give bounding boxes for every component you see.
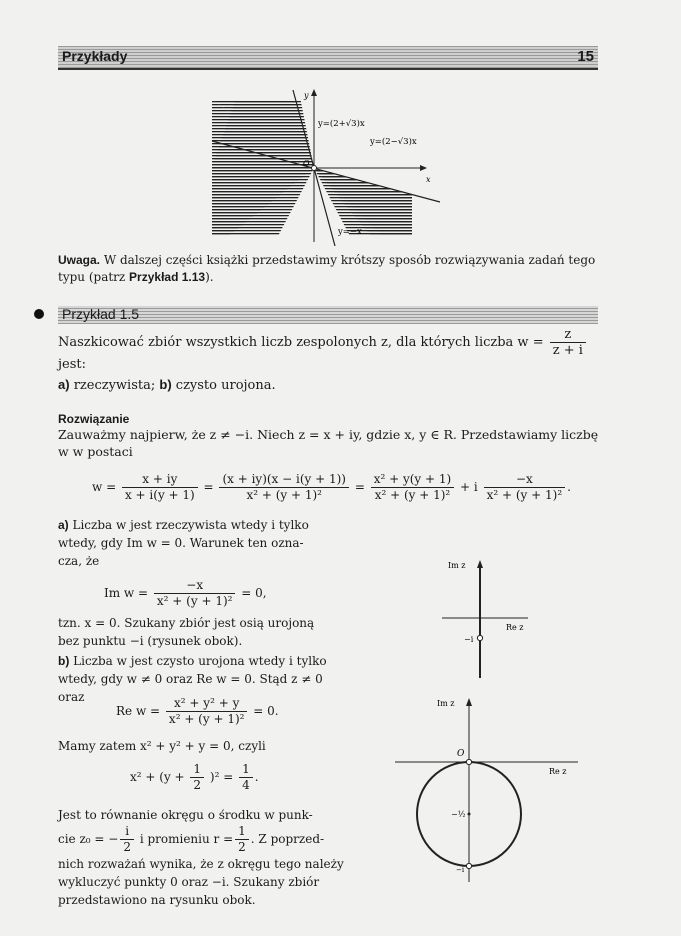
solution-intro2: w w postaci <box>58 444 133 459</box>
eq-plus-i: + i <box>460 480 478 494</box>
main-equation <box>92 472 571 503</box>
note-ref: Przykład 1.13 <box>129 270 206 284</box>
f2-den: 2 <box>123 840 131 854</box>
frac-den: z + i <box>552 343 583 358</box>
circ-mid: )² = <box>209 770 234 784</box>
problem-fraction <box>550 327 586 358</box>
note-text2: ). <box>205 270 214 284</box>
part-a-l3: cza, że <box>58 554 100 568</box>
part-b-l3: oraz <box>58 690 85 704</box>
solution-heading: Rozwiązanie <box>58 412 130 426</box>
part-a-eq-num: −x <box>154 578 236 594</box>
part-b-eq-rhs: = 0. <box>253 704 279 718</box>
part-b-line1 <box>58 652 348 670</box>
eq-f4-num: −x <box>484 472 566 488</box>
eq-f1-den: x + i(y + 1) <box>124 488 195 502</box>
fig1-x-label: x <box>426 175 431 184</box>
part-a-l2: wtedy, gdy Im w = 0. Warunek ten ozna- <box>58 536 304 550</box>
part-a-eq-rhs: = 0, <box>241 586 267 600</box>
f2-num2: 1 <box>235 824 249 840</box>
eq-f2-num: (x + iy)(x − i(y + 1)) <box>219 472 349 488</box>
note-paragraph <box>58 252 600 286</box>
problem-statement <box>58 327 603 358</box>
circ-half <box>190 762 204 793</box>
part-a-label: a) <box>58 377 70 392</box>
eq-lhs: w = <box>92 480 117 494</box>
eq-f4-den: x² + (y + 1)² <box>486 488 563 502</box>
part-a-eq-lhs: Im w = <box>104 586 149 600</box>
circ-q-num: 1 <box>239 762 253 778</box>
f2-num: i <box>120 824 134 840</box>
eq-f2-den: x² + (y + 1)² <box>246 488 322 502</box>
circ-q-den: 4 <box>242 778 250 792</box>
fig2-point-label: −i <box>464 635 474 644</box>
circle-equation <box>130 762 259 793</box>
f2b: i promieniu r = <box>136 832 234 846</box>
fig3-im-label: Im z <box>437 699 455 708</box>
circ-lhs: x² + (y + <box>130 770 185 784</box>
part-a-text: rzeczywista; <box>69 378 160 393</box>
part-a-conclusion <box>58 614 348 650</box>
figure-imaginary-axis <box>440 558 540 683</box>
part-b-f2 <box>58 824 348 855</box>
fig3-re-label: Re z <box>549 767 567 776</box>
fig2-re-label: Re z <box>506 623 524 632</box>
part-b-text: czysto urojona. <box>171 378 276 393</box>
part-a-eq-frac <box>154 578 236 609</box>
bullet-icon <box>34 309 44 319</box>
example-label: Przykład 1.5 <box>62 306 140 322</box>
fig1-y-label: y <box>304 91 309 100</box>
part-b-eq-den: x² + (y + 1)² <box>168 712 245 726</box>
part-a-eq-den: x² + (y + 1)² <box>156 594 233 608</box>
part-b-f3: nich rozważań wynika, że z okręgu tego należy <box>58 857 344 871</box>
eq-frac3 <box>371 472 455 503</box>
part-a-l1: Liczba w jest rzeczywista wtedy i tylko <box>68 518 309 532</box>
part-b-f5: przedstawiono na rysunku obok. <box>58 893 256 907</box>
fig3-center-label: −½ <box>451 810 466 819</box>
problem-parts <box>58 376 276 395</box>
part-b-bold: b) <box>58 654 70 668</box>
eq-sign2: = <box>354 480 365 494</box>
eq-end: . <box>567 480 571 494</box>
frac-num: z <box>550 327 586 343</box>
f2-frac2 <box>235 824 249 855</box>
problem-line2: jest: <box>58 357 86 372</box>
figure-hatched-regions <box>200 86 460 246</box>
circ-half-den: 2 <box>193 778 202 792</box>
part-a-block <box>58 516 348 570</box>
eq-f1-num: x + iy <box>122 472 198 488</box>
part-b-eq-num: x² + y² + y <box>166 696 248 712</box>
part-b-l2: wtedy, gdy w ≠ 0 oraz Re w = 0. Stąd z ≠ 0 <box>58 672 323 686</box>
page-number: 15 <box>577 48 594 65</box>
circ-half-num: 1 <box>190 762 204 778</box>
fig1-origin: O <box>303 159 310 168</box>
part-a-bold: a) <box>58 518 69 532</box>
circ-end: . <box>254 770 259 784</box>
note-text1: W dalszej części książki przedstawimy krótszy sposób rozwiązywania zadań tego typu (patrz <box>58 253 596 284</box>
example-header <box>58 306 598 324</box>
note-label: Uwaga. <box>58 253 101 267</box>
part-b-final <box>58 806 348 909</box>
eq-f3-den: x² + (y + 1)² <box>374 488 451 502</box>
part-a-line1 <box>58 516 348 534</box>
part-b-eq-frac <box>166 696 248 727</box>
eq-frac1 <box>122 472 198 503</box>
page-header <box>58 46 598 70</box>
f2c: . Z poprzed- <box>250 832 325 846</box>
eq-f3-num: x² + y(y + 1) <box>371 472 455 488</box>
part-b-m1: Mamy zatem x² + y² + y = 0, czyli <box>58 739 266 753</box>
part-b-eq-lhs: Re w = <box>116 704 161 718</box>
fig1-line3-label: y=−x <box>338 227 362 237</box>
part-b-l1: Liczba w jest czysto urojona wtedy i tylko <box>69 654 327 668</box>
part-b-f4: wykluczyć punkty 0 oraz −i. Szukany zbiór <box>58 875 320 889</box>
part-b-label: b) <box>159 377 172 392</box>
figure-circle <box>393 696 583 886</box>
part-a-c2: bez punktu −i (rysunek obok). <box>58 634 243 648</box>
fig2-im-label: Im z <box>448 561 466 570</box>
f2a: cie z₀ = − <box>58 832 119 846</box>
part-b-f1: Jest to równanie okręgu o środku w punk- <box>58 808 313 822</box>
part-a-equation <box>104 578 267 609</box>
part-b-equation <box>116 696 279 727</box>
fig1-line2-label: y=(2−√3)x <box>370 137 417 147</box>
eq-frac4 <box>484 472 566 503</box>
fig3-bottom-label: −i <box>456 866 465 874</box>
solution-intro1: Zauważmy najpierw, że z ≠ −i. Niech z = x + iy, gdzie x, y ∈ R. Przedstawiamy liczbę <box>58 427 599 442</box>
eq-sign1: = <box>203 480 214 494</box>
part-a-c1: tzn. x = 0. Szukany zbiór jest osią urojoną <box>58 616 315 630</box>
eq-frac2 <box>219 472 349 503</box>
problem-line1: Naszkicować zbiór wszystkich liczb zespolonych z, dla których liczba w = <box>58 335 544 350</box>
fig3-origin-label: O <box>457 749 465 759</box>
f2-frac1 <box>120 824 134 855</box>
header-title: Przykłady <box>62 48 128 64</box>
f2-den2: 2 <box>238 840 246 854</box>
fig1-line1-label: y=(2+√3)x <box>318 119 365 129</box>
circ-quarter <box>239 762 253 793</box>
